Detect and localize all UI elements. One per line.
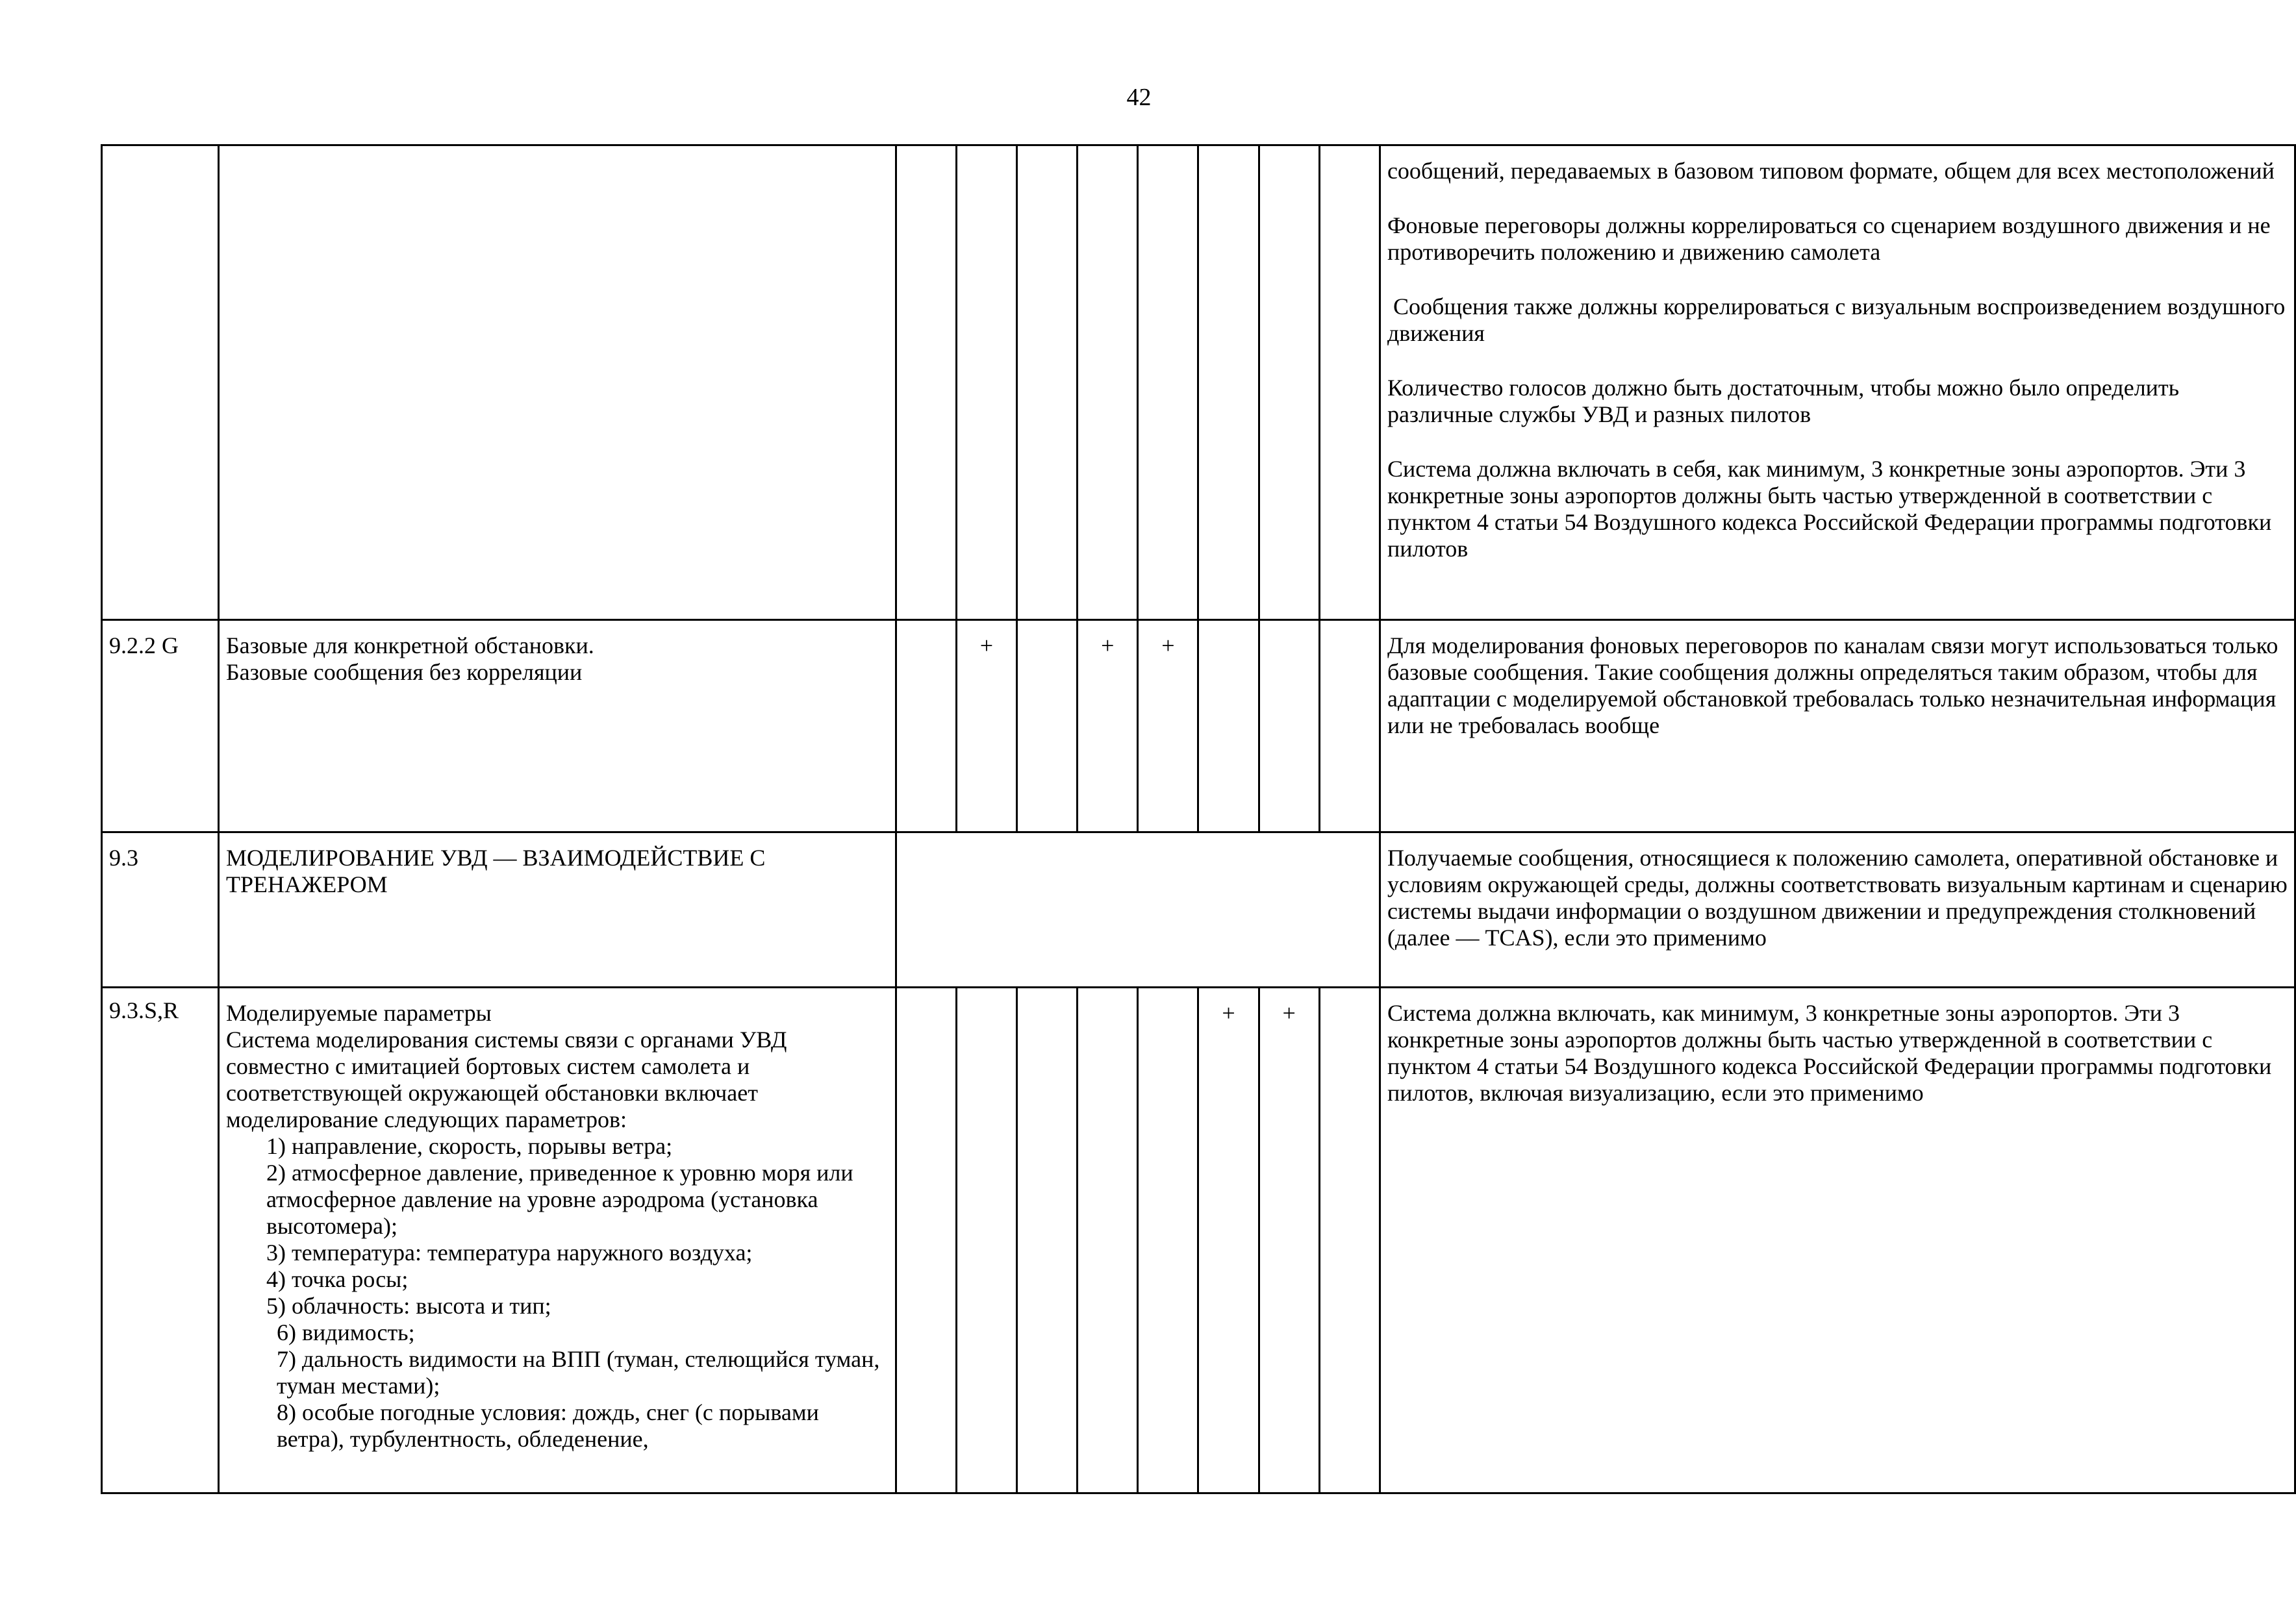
row-title-cell [218,145,896,620]
list-item: 7) дальность видимости на ВПП (туман, стелющийся туман, туман местами); [276,1346,880,1399]
mark-cell [1198,620,1259,832]
row-subtitle: Базовые сообщения без корреляции [225,659,583,685]
mark-cell [1138,988,1198,1493]
row-note-cell: Получаемые сообщения, относящиеся к положению самолета, оперативной обстановке и условиям окружающей среды, должны соответствовать визуальным картинам и сценарию системы выдачи информации о воздушном движении и предупреждения столкновений (далее — TCAS), если это применимо [1380,832,2295,988]
row-id-cell: 9.2.2 G [102,620,219,832]
row-id-cell [102,145,219,620]
mark-cell [896,145,956,620]
mark-cell [1259,620,1319,832]
mark-cell: + [1259,988,1319,1493]
mark-cell [1078,988,1138,1493]
note-paragraph: Количество голосов должно быть достаточным, чтобы можно было определить различные службы УВД и разных пилотов [1387,375,2180,427]
row-id-cell: 9.3 [102,832,219,988]
mark-cell: + [1138,620,1198,832]
list-item: 2) атмосферное давление, приведенное к уровню моря или атмосферное давление на уровне аэродрома (установка высотомера); [266,1160,853,1239]
mark-cell: + [956,620,1016,832]
mark-cell [1319,620,1380,832]
list-item: 6) видимость; [276,1319,415,1345]
row-id-cell: 9.3.S,R [102,988,219,1493]
row-note-cell: Система должна включать, как минимум, 3 конкретные зоны аэропортов. Эти 3 конкретные зоны аэропортов должны быть частью утвержденной в соответствии с пунктом 4 статьи 54 Воздушного кодекса Российской Федерации программы подготовки пилотов, включая визуализацию, если это применимо [1380,988,2295,1493]
table-row [102,832,2295,988]
mark-cell [1078,145,1138,620]
mark-cell [1138,145,1198,620]
row-note-cell [1380,145,2295,620]
row-note-cell: Для моделирования фоновых переговоров по каналам связи могут использоваться только базовые сообщения. Такие сообщения должны определяться таким образом, чтобы для адаптации с моделируемой обстановкой требовалась только незначительная информация или не требовалась вообще [1380,620,2295,832]
mark-cell [1198,145,1259,620]
list-item: 5) облачность: высота и тип; [266,1293,551,1319]
mark-cell [1017,988,1078,1493]
mark-cell: + [1198,988,1259,1493]
mark-cell [1017,620,1078,832]
mark-cell [1319,988,1380,1493]
mark-cell [896,988,956,1493]
note-paragraph: сообщений, передаваемых в базовом типовом формате, общем для всех местоположений [1387,158,2275,184]
note-paragraph: Система должна включать в себя, как минимум, 3 конкретные зоны аэропортов. Эти 3 конкретные зоны аэропортов должны быть частью утвержденной в соответствии с пунктом 4 статьи 54 Воздушного кодекса Российской Федерации программы подготовки пилотов [1387,456,2272,562]
row-title: Моделируемые параметры [225,1000,492,1026]
note-paragraph: Сообщения также должны коррелироваться с визуальным воспроизведением воздушного движения [1387,293,2291,346]
list-item: 1) направление, скорость, порывы ветра; [266,1133,673,1159]
mark-cell [956,145,1016,620]
list-item: 4) точка росы; [266,1266,409,1292]
row-description: Система моделирования системы связи с органами УВД совместно с имитацией бортовых систем самолета и соответствующей окружающей обстановки включает моделирование следующих параметров: [225,1027,787,1132]
mark-cell [1259,145,1319,620]
table-row [102,620,2295,832]
list-item: 3) температура: температура наружного воздуха; [266,1240,753,1266]
row-title-cell [218,620,896,832]
section-heading: МОДЕЛИРОВАНИЕ УВД — ВЗАИМОДЕЙСТВИЕ С ТРЕНАЖЕРОМ [218,832,896,988]
page-number: 42 [1126,84,1152,111]
table-row [102,145,2295,620]
mark-cell [1319,145,1380,620]
row-title: Базовые для конкретной обстановки. [225,632,594,658]
mark-cell [896,620,956,832]
row-title-cell [218,988,896,1493]
requirements-table [101,144,2296,1494]
mark-cell: + [1078,620,1138,832]
list-item: 8) особые погодные условия: дождь, снег (с порывами ветра), турбулентность, обледенение, [276,1399,819,1452]
table-row [102,988,2295,1493]
merged-mark-cell [896,832,1380,988]
note-paragraph: Фоновые переговоры должны коррелироваться со сценарием воздушного движения и не противоречить положению и движению самолета [1387,212,2271,265]
mark-cell [956,988,1016,1493]
mark-cell [1017,145,1078,620]
